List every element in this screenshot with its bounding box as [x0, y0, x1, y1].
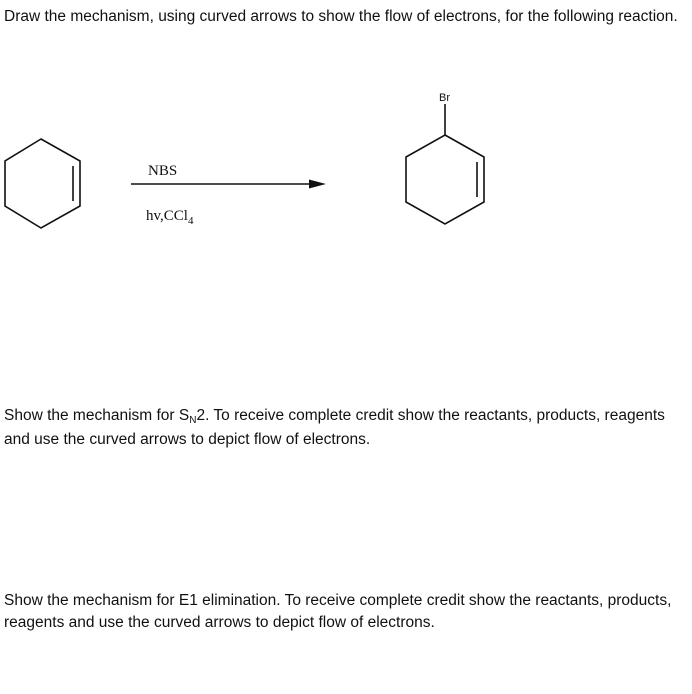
reaction-scheme [0, 80, 692, 250]
question-2-text-start: Show the mechanism for S [4, 407, 190, 424]
question-2-subscript: N [189, 415, 197, 426]
product-br-label: Br [439, 92, 450, 104]
reagent-conditions-label [146, 208, 194, 227]
product-bromocyclohexene [406, 104, 484, 224]
reagent-conditions-main: hv,CCl [146, 208, 188, 224]
product-ring [406, 135, 484, 224]
cyclohexene-ring [5, 139, 80, 228]
reaction-arrow [131, 180, 326, 189]
question-3-text: Show the mechanism for E1 elimination. To receive complete credit show the reactants, products, reagents and use the curved arrows to depict flow of electrons. [4, 592, 672, 631]
question-2-text-end: 2. To receive complete credit show the reactants, products, reagents and use the curved arrows to depict flow of electrons. [4, 407, 665, 448]
question-1-text: Draw the mechanism, using curved arrows to show the flow of electrons, for the following reaction. [4, 8, 678, 25]
reagent-nbs-label: NBS [148, 163, 178, 179]
reagent-conditions-subscript: 4 [187, 215, 194, 227]
question-2-text [4, 405, 684, 451]
reactant-cyclohexene [5, 139, 80, 228]
